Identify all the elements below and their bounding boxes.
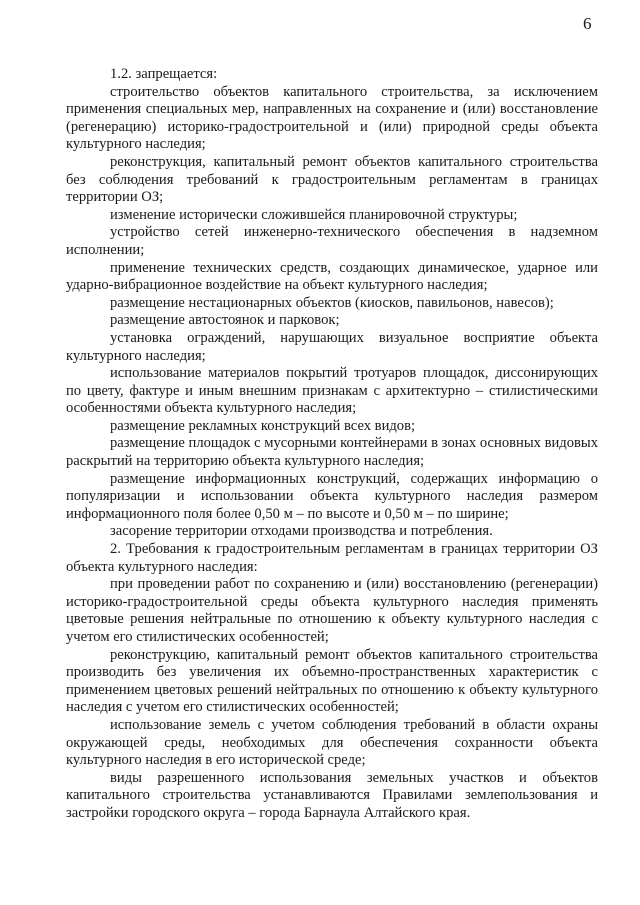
paragraph: применение технических средств, создающих динамическое, ударное или ударно-вибрационное воздействие на объект культурного наследия; — [66, 259, 598, 294]
document-body — [66, 66, 598, 823]
paragraph: размещение автостоянок и парковок; — [110, 312, 340, 329]
paragraph: размещение рекламных конструкций всех видов; — [110, 417, 416, 434]
paragraph: 2. Требования к градостроительным регламентам в границах территории ОЗ объекта культурного наследия: — [66, 541, 598, 575]
paragraph: виды разрешенного использования земельных участков и объектов капитального строительства устанавливаются Правилами землепользования и застройки городского округа – города Барнаула Алтайского края. — [66, 769, 598, 821]
paragraph: засорение территории отходами производства и потребления. — [110, 523, 493, 540]
paragraph: установка ограждений, нарушающих визуальное восприятие объекта культурного наследия; — [66, 329, 598, 364]
paragraph: изменение исторически сложившейся планировочной структуры; — [110, 206, 518, 223]
paragraph: строительство объектов капитального строительства, за исключением применения специальных мер, направленных на сохранение и (или) восстановление (регенерацию) историко-градостроительной и (или) природной среды объекта культурного наследия; — [66, 83, 598, 153]
paragraph: 1.2. запрещается: — [110, 66, 218, 82]
paragraph: реконструкцию, капитальный ремонт объектов капитального строительства производить без увеличения их объемно-пространственных характеристик с применением цветовых решений нейтральных по отношению к объекту культурного наследия с учетом его стилистических особенностей; — [66, 646, 598, 716]
paragraph: реконструкция, капитальный ремонт объектов капитального строительства без соблюдения требований к градостроительным регламентам в границах территории ОЗ; — [66, 153, 598, 206]
page-number: 6 — [583, 14, 592, 33]
paragraph: использование материалов покрытий тротуаров площадок, диссонирующих по цвету, фактуре и иным внешним признакам с архитектурно – стилистическими особенностями объекта культурного наследия; — [66, 365, 598, 417]
paragraph: при проведении работ по сохранению и (или) восстановлению (регенерации) историко-градостроительной среды объекта культурного наследия применять цветовые решения нейтральные по отношению к объекту культурного наследия с учетом его стилистических особенностей; — [66, 576, 598, 645]
paragraph: использование земель с учетом соблюдения требований в области охраны окружающей среды, необходимых для обеспечения сохранности объекта культурного наследия в его исторической среде; — [66, 716, 598, 769]
paragraph: размещение нестационарных объектов (киосков, павильонов, навесов); — [110, 294, 554, 311]
paragraph: размещение площадок с мусорными контейнерами в зонах основных видовых раскрытий на территорию объекта культурного наследия; — [66, 435, 598, 470]
paragraph: устройство сетей инженерно-технического обеспечения в надземном исполнении; — [66, 224, 598, 258]
paragraph: размещение информационных конструкций, содержащих информацию о популяризации и использовании объекта культурного наследия размером информационного поля более 0,50 м – по высоте и 0,50 м – по ширине; — [66, 470, 598, 522]
